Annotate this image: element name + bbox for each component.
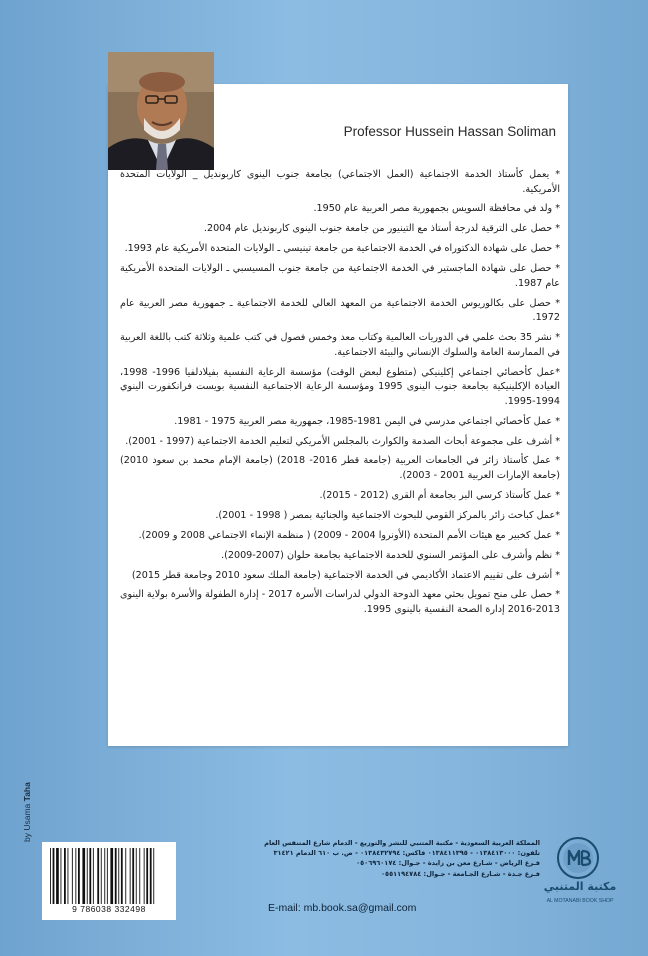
publisher-address-line: المملكة العربية السعودية - مكتبة المتنبي للنشر والتوزيع - الدمام شارع المتنفس العام: [264, 839, 540, 847]
bio-paragraph: * حصل على بكالوريوس الخدمة الاجتماعية من المعهد العالي للخدمة الاجتماعية ـ جمهورية مصر العربية عام 1972.: [120, 297, 560, 324]
barcode-bar: [136, 848, 137, 904]
isbn-number: 9 786038 332498: [72, 904, 146, 914]
barcode-bar: [118, 848, 119, 904]
bio-paragraph: *عمل كباحث زائر بالمركز القومي للبحوث الاجتماعية والجنائية بمصر ( 1998 - 2001).: [215, 509, 560, 521]
barcode-bar: [61, 848, 62, 904]
barcode-bar: [101, 848, 102, 904]
barcode-bar: [93, 848, 94, 904]
bio-paragraph: * عمل كخبير مع هيئات الأمم المتحدة (الأونروا 2004 - 2009) ( منظمة الإنماء الاجتماعي 2008 و 2009).: [138, 529, 560, 541]
bio-paragraph: * حصل على شهادة الدكتوراه في الخدمة الاجتماعية من جامعة تينيسي ـ الولايات المتحدة الأمريكية عام 1993.: [124, 243, 560, 255]
bio-paragraph: * حصل على شهادة الماجستير في الخدمة الاجتماعية من جامعة جنوب المسيسبي ـ الولايات المتحدة الأمريكية عام 1987.: [120, 263, 560, 289]
barcode-bar: [97, 848, 99, 904]
barcode-bar: [110, 848, 113, 904]
author-name: Professor Hussein Hassan Soliman: [343, 124, 556, 139]
bio-paragraph: * أشرف على تقييم الاعتماد الأكاديمي في الخدمة الاجتماعية (جامعة الملك سعود 2010 وجامعة قطر 2015): [131, 569, 560, 581]
barcode-bar: [132, 848, 134, 904]
bio-paragraph: * حصل على منح تمويل بحثي معهد الدوحة الدولي لدراسات الأسرة 2017 - إدارة الطفولة والأسرة بولاية الينوى 2013-2016 إدارة الصحة النفسية بالينوى 1995.: [120, 589, 560, 615]
bio-paragraph: * عمل كأستاذ زائر في الجامعات العربية (جامعة قطر 2016- 2018) (جامعة الإمام محمد بن سعود 2010) (جامعة الإمارات العربية 2001 - 2003).: [120, 455, 561, 482]
cover-design-credit: [22, 742, 36, 842]
bio-paragraph: * حصل على الترقية لدرجة أستاذ مع التينيور من جامعة جنوب الينوى كاربونديل عام 2004.: [203, 223, 560, 235]
barcode-bar: [139, 848, 140, 904]
barcode-bar: [107, 848, 108, 904]
barcode-bar: [82, 848, 85, 904]
publisher-logo: [540, 836, 620, 916]
bio-paragraph: *عمل كأخصائي اجتماعي إكلينيكي (متطوع لبعض الوقت) مؤسسة الرعاية النفسية بفيلادلفيا 1996- 1998، العيادة الإكلينيكية بجامعة جنوب الينوى 1995 ومؤسسة الرعاية الاجتماعية النفسية بويست فرانكفورت الينوي 1994-1995.: [120, 366, 560, 407]
barcode-bar: [50, 848, 51, 904]
credit-designer-name: Taha: [22, 782, 32, 802]
barcode-bar: [153, 848, 154, 904]
author-photo: [108, 52, 214, 170]
bio-paragraph: * عمل كأخصائي اجتماعي مدرسي في اليمن 1981-1985، جمهورية مصر العربية 1975 - 1981.: [174, 415, 560, 427]
barcode-bar: [125, 848, 126, 904]
publisher-logo-arabic: مكتبة المتنبي: [543, 880, 617, 893]
barcode-bar: [78, 848, 80, 904]
barcode-bar: [56, 848, 59, 904]
barcode-bar: [89, 848, 91, 904]
publisher-email: E-mail: mb.book.sa@gmail.com: [268, 902, 417, 914]
barcode-bar: [68, 848, 69, 904]
publisher-phone-line: تلفون: ٠١٣٨٤١٣٠٠٠ - ٠١٣٨٤١١٣٩٥ فاكس: ٠١٣٨٤٣٢٧٩٤ - ص. ب ٦١٠ الدمام ٣١٤٢١: [273, 849, 540, 858]
bio-paragraph: * أشرف على مجموعة أبحاث الصدمة والكوارث بالمجلس الأمريكي لتعليم الخدمة الاجتماعية (1997 - 2001).: [125, 435, 560, 447]
publisher-riyadh-branch: فـرع الرياض - شـارع معن بن زايدة - جـوال: ٠٥٠٦٩٦٠١٧٤: [356, 859, 540, 868]
barcode-bar: [144, 848, 145, 904]
barcode-bar: [104, 848, 105, 904]
bio-paragraph: * نشر 35 بحث علمي في الدوريات العالمية وكتاب معد وخمس فصول في كتب علمية وثلاثة كتب باللغة العربية في الممارسة العامة والسلوك الإنساني والبيئة الاجتماعية.: [120, 332, 561, 358]
credit-text: [22, 782, 32, 842]
barcode-bar: [53, 848, 55, 904]
barcode-bar: [115, 848, 117, 904]
barcode-bar: [72, 848, 73, 904]
isbn-barcode: [42, 842, 176, 920]
author-bio: [120, 168, 560, 740]
barcode-bar: [64, 848, 66, 904]
publisher-logo-icon: [556, 836, 600, 880]
barcode-bar: [75, 848, 76, 904]
credit-prefix: by Usama: [22, 803, 32, 842]
author-portrait-image: [108, 52, 214, 170]
bio-paragraph: * يعمل كأستاذ الخدمة الاجتماعية (العمل الاجتماعي) بجامعة جنوب الينوى كاربونديل _ الولايات المتحدة الأمريكية.: [120, 169, 560, 195]
barcode-bar: [150, 848, 152, 904]
publisher-jeddah-branch: فـرع جـدة - شـارع الجـامعة - جـوال: ٠٥٥١١٩٤٧٨٤: [381, 869, 540, 878]
bio-paragraph: * عمل كأستاذ كرسي البر بجامعة أم القرى (2012 - 2015).: [319, 489, 560, 501]
barcode-bar: [87, 848, 88, 904]
publisher-logo-english: AL MOTANABI BOOK SHOP: [546, 898, 614, 904]
barcode-bars: [48, 848, 170, 904]
bio-paragraph: * ولد في محافظة السويس بجمهورية مصر العربية عام 1950.: [313, 203, 560, 215]
bio-paragraph: * نظم وأشرف على المؤتمر السنوي للخدمة الاجتماعية بجامعة حلوان (2007-2009).: [221, 549, 560, 561]
barcode-bar: [121, 848, 123, 904]
barcode-bar: [146, 848, 148, 904]
barcode-bar: [130, 848, 131, 904]
